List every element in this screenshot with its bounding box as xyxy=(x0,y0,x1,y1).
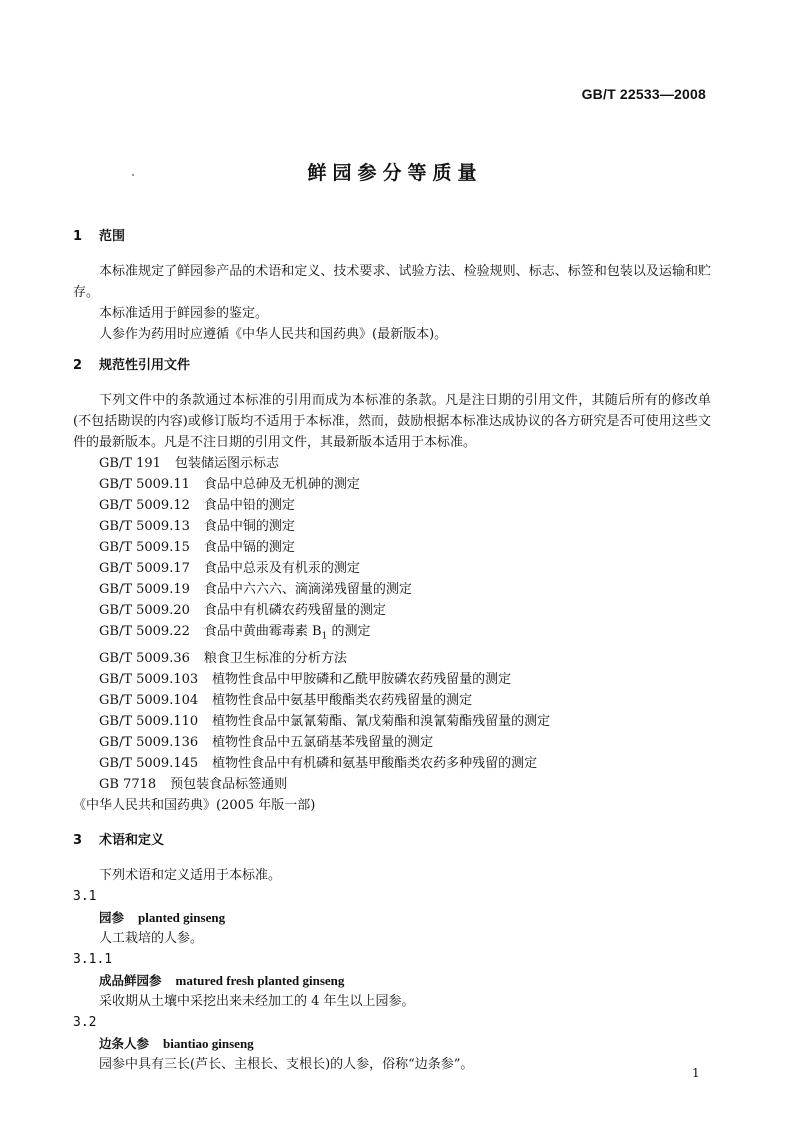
section-1-heading xyxy=(73,226,711,247)
terms-intro: 下列术语和定义适用于本标准。 xyxy=(99,867,282,883)
reference-code: GB/T 5009.110 xyxy=(99,713,199,729)
reference-code: GB/T 5009.19 xyxy=(99,582,190,597)
scope-paragraph-2: 本标准适用于鲜园参的鉴定。 xyxy=(99,306,269,321)
pharmacopoeia-reference: 《中华人民共和国药典》(2005 年版一部) xyxy=(73,797,316,813)
reference-subscript: 1 xyxy=(321,631,328,642)
scope-paragraph-1: 本标准规定了鲜园参产品的术语和定义、技术要求、试验方法、检验规则、标志、标签和包装以及运输和贮存。 xyxy=(73,264,711,300)
reference-item xyxy=(73,495,711,516)
reference-code: GB/T 5009.15 xyxy=(99,540,190,555)
section-2-heading xyxy=(73,355,711,376)
document-title: 鲜园参分等质量 xyxy=(307,162,483,184)
reference-list xyxy=(73,453,711,795)
reference-code: GB/T 5009.36 xyxy=(99,650,190,666)
section-2-title: 规范性引用文件 xyxy=(99,358,191,373)
term-name-zh: 边条人参 xyxy=(99,1035,150,1051)
section-3-number: 3 xyxy=(73,832,83,848)
page-number: 1 xyxy=(692,1066,700,1080)
section-1-number: 1 xyxy=(73,229,83,244)
normative-references-intro: 下列文件中的条款通过本标准的引用而成为本标准的条款。凡是注日期的引用文件，其随后所有的修改单(不包括勘误的内容)或修订版均不适用于本标准，然而，鼓励根据本标准达成协议的各方研究是否可使用这些文件的最新版本。凡是不注日期的引用文件，其最新版本适用于本标准。 xyxy=(73,393,711,450)
term-name-en: biantiao ginseng xyxy=(163,1035,254,1051)
reference-item xyxy=(73,648,711,669)
reference-title-suffix: 的测定 xyxy=(327,624,371,639)
reference-title: 植物性食品中有机磷和氨基甲酸酯类农药多种残留的测定 xyxy=(212,755,538,771)
term-number: 3.1 xyxy=(73,888,97,904)
term-name xyxy=(73,970,711,991)
document-body xyxy=(73,226,711,1075)
term-name xyxy=(73,907,711,928)
reference-code: GB/T 5009.103 xyxy=(99,671,199,687)
scope-paragraph-3: 人参作为药用时应遵循《中华人民共和国药典》(最新版本)。 xyxy=(99,327,448,342)
reference-code: GB/T 191 xyxy=(99,456,161,471)
reference-item xyxy=(73,579,711,600)
reference-item xyxy=(73,558,711,579)
reference-code: GB/T 5009.22 xyxy=(99,624,190,639)
reference-code: GB/T 5009.20 xyxy=(99,603,190,618)
reference-title: 食品中总汞及有机汞的测定 xyxy=(203,561,360,576)
reference-item xyxy=(73,537,711,558)
term-number: 3.2 xyxy=(73,1014,97,1030)
reference-code: GB/T 5009.17 xyxy=(99,561,190,576)
reference-item xyxy=(73,753,711,774)
reference-title: 食品中铜的测定 xyxy=(203,519,295,534)
reference-title: 植物性食品中氨基甲酸酯类农药残留量的测定 xyxy=(212,692,473,708)
reference-item xyxy=(73,474,711,495)
reference-title: 植物性食品中甲胺磷和乙酰甲胺磷农药残留量的测定 xyxy=(212,671,512,687)
term-name-zh: 园参 xyxy=(99,909,125,925)
term-number: 3.1.1 xyxy=(73,951,113,967)
term-name-en: planted ginseng xyxy=(138,909,226,925)
reference-title: 预包装食品标签通则 xyxy=(170,776,288,792)
reference-item xyxy=(73,711,711,732)
term-name xyxy=(73,1033,711,1054)
reference-code: GB/T 5009.12 xyxy=(99,498,190,513)
term-definition: 采收期从土壤中采挖出来未经加工的 4 年生以上园参。 xyxy=(99,993,415,1009)
reference-code: GB 7718 xyxy=(99,776,157,792)
reference-title: 包装储运图示标志 xyxy=(174,456,279,471)
reference-code: GB/T 5009.11 xyxy=(99,477,190,492)
reference-title: 粮食卫生标准的分析方法 xyxy=(203,650,347,666)
section-3-title: 术语和定义 xyxy=(99,832,165,848)
reference-title: 食品中镉的测定 xyxy=(203,540,295,555)
reference-item xyxy=(73,453,711,474)
reference-title: 食品中六六六、滴滴涕残留量的测定 xyxy=(203,582,412,597)
reference-title: 食品中总砷及无机砷的测定 xyxy=(203,477,360,492)
standard-code: GB/T 22533—2008 xyxy=(581,86,706,102)
reference-title: 食品中黄曲霉毒素 B xyxy=(203,624,322,639)
reference-title: 食品中有机磷农药残留量的测定 xyxy=(203,603,386,618)
reference-title: 食品中铅的测定 xyxy=(203,498,295,513)
reference-code: GB/T 5009.104 xyxy=(99,692,199,708)
reference-title: 植物性食品中氯氰菊酯、氰戊菊酯和溴氰菊酯残留量的测定 xyxy=(212,713,551,729)
section-3-heading xyxy=(73,830,711,851)
section-2-number: 2 xyxy=(73,358,83,373)
reference-title: 植物性食品中五氯硝基苯残留量的测定 xyxy=(212,734,434,750)
section-1-title: 范围 xyxy=(99,229,126,244)
reference-item xyxy=(73,621,711,648)
reference-item xyxy=(73,774,711,795)
term-definition: 园参中具有三长(芦长、主根长、支根长)的人参，俗称“边条参”。 xyxy=(99,1056,474,1072)
reference-code: GB/T 5009.13 xyxy=(99,519,190,534)
reference-item xyxy=(73,516,711,537)
reference-item xyxy=(73,690,711,711)
term-name-zh: 成品鲜园参 xyxy=(99,972,162,988)
reference-item xyxy=(73,600,711,621)
reference-item xyxy=(73,669,711,690)
reference-code: GB/T 5009.145 xyxy=(99,755,199,771)
term-definition: 人工栽培的人参。 xyxy=(99,930,204,946)
reference-code: GB/T 5009.136 xyxy=(99,734,199,750)
reference-item xyxy=(73,732,711,753)
term-list xyxy=(73,886,711,1075)
term-name-en: matured fresh planted ginseng xyxy=(175,972,345,988)
